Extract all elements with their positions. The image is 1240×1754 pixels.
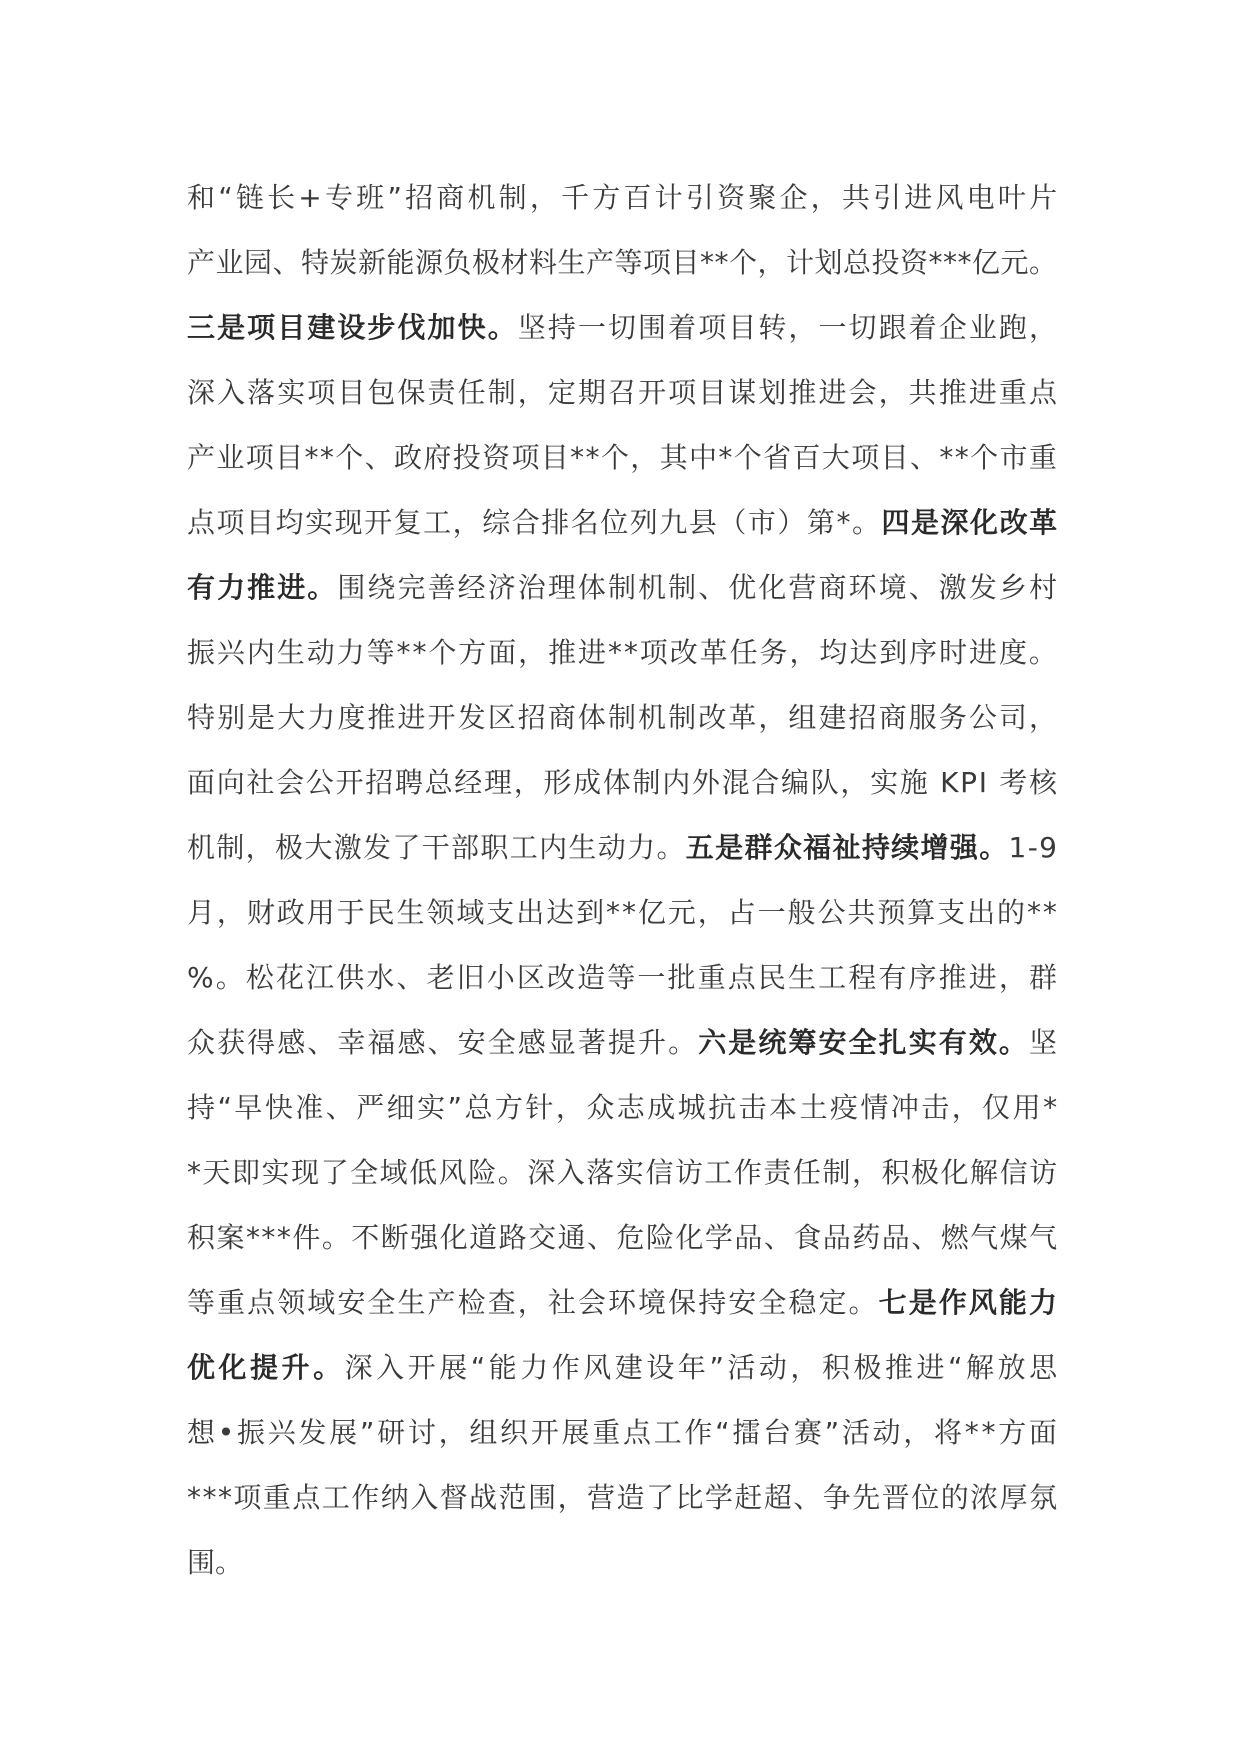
text-line	[187, 1335, 1061, 1400]
bold-heading-segment: 四是深化改革	[881, 506, 1059, 539]
text-segment: 振兴内生动力等**个方面，推进**项改革任务，均达到序时进度。	[187, 636, 1059, 669]
text-line	[187, 1530, 1057, 1595]
text-line	[187, 685, 1060, 750]
text-line	[187, 295, 1060, 360]
bold-heading-segment: 优化提升。	[187, 1351, 345, 1384]
text-segment: 积案***件。不断强化道路交通、危险化学品、食品药品、燃气煤气	[187, 1221, 1059, 1254]
text-segment: 坚	[1028, 1026, 1060, 1059]
text-line	[187, 555, 1060, 620]
bold-heading-segment: 七是作风能力	[878, 1286, 1060, 1319]
text-line	[187, 880, 1057, 945]
bold-heading-segment: 有力推进。	[187, 571, 338, 604]
text-segment: 月，财政用于民生领域支出达到**亿元，占一般公共预算支出的**	[187, 896, 1059, 929]
text-segment: *天即实现了全域低风险。深入落实信访工作责任制，积极化解信访	[187, 1156, 1059, 1189]
text-segment: 1-9	[1008, 831, 1059, 864]
text-line	[187, 230, 1057, 295]
text-segment: 点项目均实现开复工，综合排名位列九县（市）第*。	[187, 506, 882, 539]
text-line	[187, 1400, 1060, 1465]
text-segment: 围。	[187, 1546, 244, 1579]
text-segment: 产业园、特炭新能源负极材料生产等项目**个，计划总投资***亿元。	[187, 246, 1058, 279]
text-line	[187, 425, 1057, 490]
text-line	[187, 1075, 1060, 1140]
text-segment: 坚持一切围着项目转，一切跟着企业跑，	[517, 311, 1060, 344]
text-segment: %。松花江供水、老旧小区改造等一批重点民生工程有序推进，群	[187, 961, 1060, 994]
text-line	[187, 165, 1061, 230]
text-line	[187, 1010, 1060, 1075]
text-line	[187, 490, 1057, 555]
text-segment: 众获得感、幸福感、安全感显著提升。	[187, 1026, 699, 1059]
text-segment: 想•振兴发展”研讨，组织开展重点工作“擂台赛”活动，将**方面	[187, 1416, 1060, 1449]
text-segment: 产业项目**个、政府投资项目**个，其中*个省百大项目、**个市重	[187, 441, 1059, 474]
text-segment: 机制，极大激发了干部职工内生动力。	[187, 831, 686, 864]
text-segment: 深入落实项目包保责任制，定期召开项目谋划推进会，共推进重点	[187, 376, 1060, 409]
text-line	[187, 1140, 1057, 1205]
body-text	[187, 165, 1061, 1595]
text-segment: 和“链长+专班”招商机制，千方百计引资聚企，共引进风电叶片	[187, 181, 1061, 214]
text-segment: 持“早快准、严细实”总方针，众志成城抗击本土疫情冲击，仅用*	[187, 1091, 1060, 1124]
bold-heading-segment: 六是统筹安全扎实有效。	[698, 1026, 1029, 1059]
text-line	[187, 815, 1057, 880]
text-segment: 面向社会公开招聘总经理，形成体制内外混合编队，实施 KPI 考核	[187, 766, 1059, 799]
text-segment: 特别是大力度推进开发区招商体制机制改革，组建招商服务公司，	[187, 701, 1060, 734]
text-line	[187, 945, 1060, 1010]
text-segment: 深入开展“能力作风建设年”活动，积极推进“解放思	[344, 1351, 1061, 1384]
text-line	[187, 1270, 1060, 1335]
text-line	[187, 750, 1057, 815]
text-segment: 等重点领域安全生产检查，社会环境保持安全稳定。	[187, 1286, 879, 1319]
text-line	[187, 360, 1060, 425]
bold-heading-segment: 五是群众福祉持续增强。	[685, 831, 1009, 864]
text-segment: 围绕完善经济治理体制机制、优化营商环境、激发乡村	[337, 571, 1060, 604]
text-segment: ***项重点工作纳入督战范围，营造了比学赶超、争先晋位的浓厚氛	[187, 1481, 1059, 1514]
bold-heading-segment: 三是项目建设步伐加快。	[187, 311, 518, 344]
text-line	[187, 620, 1057, 685]
text-line	[187, 1465, 1057, 1530]
text-line	[187, 1205, 1057, 1270]
